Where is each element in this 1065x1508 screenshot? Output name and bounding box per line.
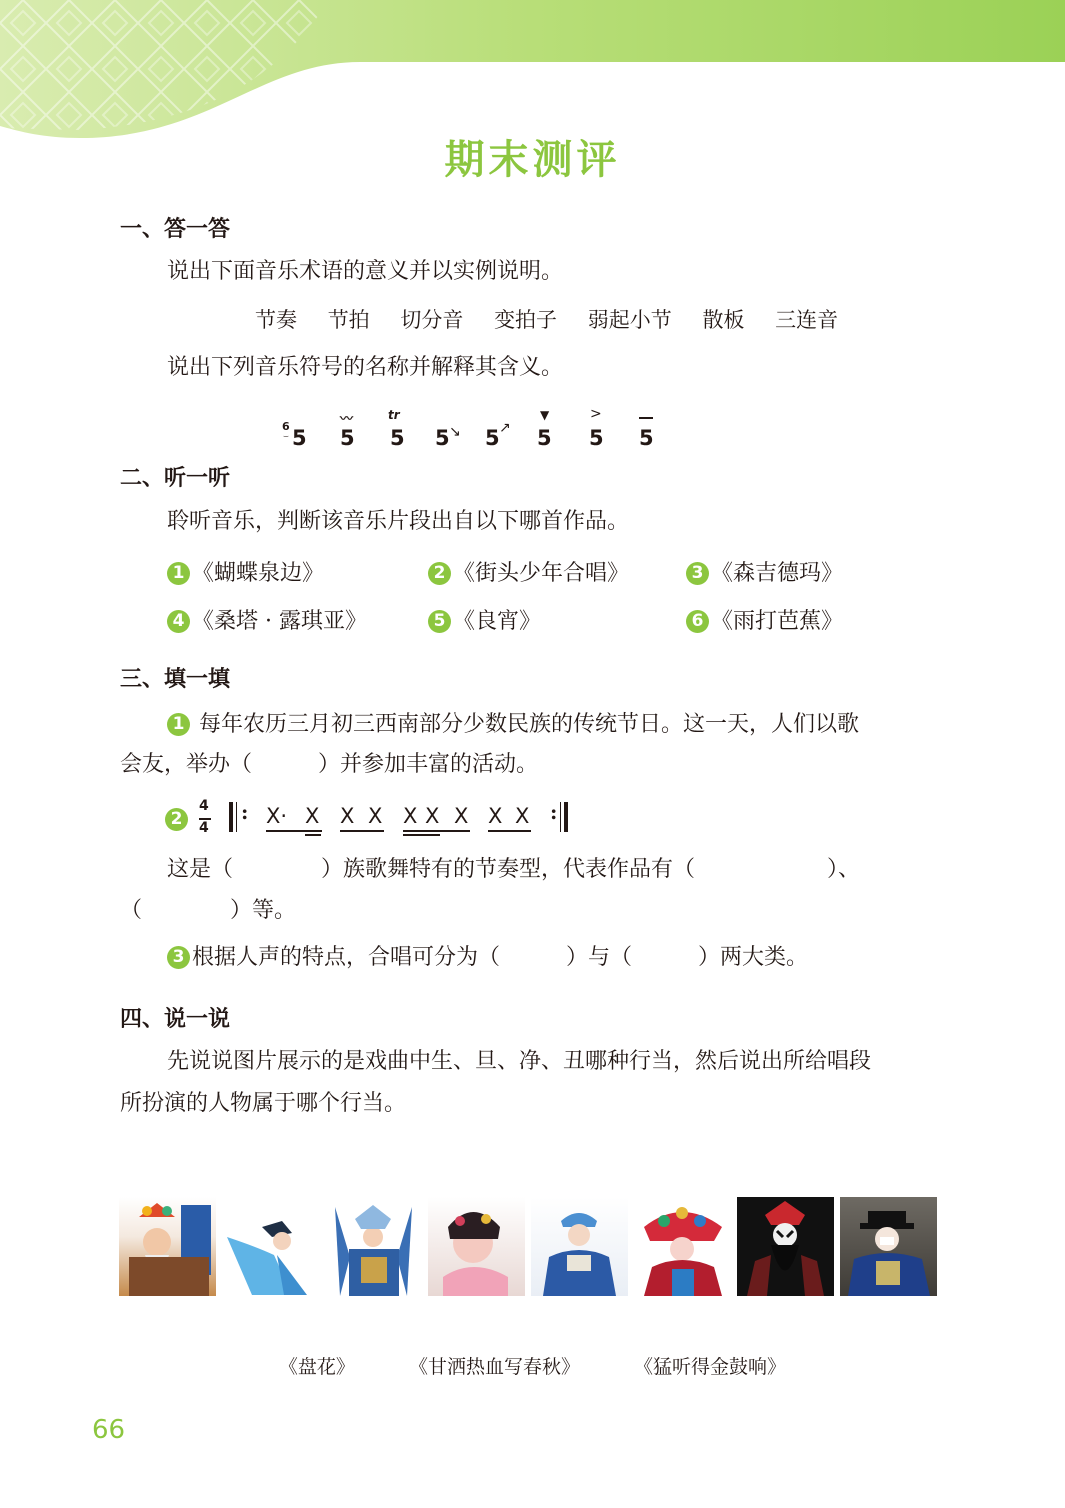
opera-photo (428, 1197, 525, 1296)
section2-intro: 聆听音乐，判断该音乐片段出自以下哪首作品。 (167, 509, 630, 534)
opera-photo (531, 1197, 628, 1296)
number-badge: 2 (428, 562, 451, 585)
number-badge: 6 (686, 610, 709, 633)
symbol-note: 5 (485, 426, 500, 450)
beam-line (305, 834, 321, 836)
opera-photo (325, 1197, 422, 1296)
rhythm-note: X (340, 804, 355, 828)
symbol-note: 5 (390, 426, 405, 450)
option-3 (686, 556, 843, 587)
rhythm-note: X (454, 804, 469, 828)
section1-intro1: 说出下面音乐术语的意义并以实例说明。 (167, 259, 564, 284)
repeat-dots-icon: : (550, 800, 558, 824)
option-1 (167, 556, 324, 587)
option-text: 《森吉德玛》 (711, 561, 844, 586)
q1-line2: 会友，举办（ ）并参加丰富的活动。 (120, 752, 539, 777)
q2-line2: （ ）等。 (120, 898, 297, 923)
symbol-note: 5 (435, 426, 450, 450)
rhythm-note: X· (266, 804, 288, 828)
repeat-start-bar (229, 802, 233, 832)
glide-down-icon: ↘ (449, 424, 461, 440)
section4-line1: 先说说图片展示的是戏曲中生、旦、净、丑哪种行当，然后说出所给唱段 (167, 1049, 872, 1074)
work-title: 《甘洒热血写春秋》 (408, 1356, 580, 1378)
rhythm-note: X (403, 804, 418, 828)
repeat-dots-icon: : (241, 800, 249, 824)
rhythm-note: X (488, 804, 503, 828)
symbol-note: 5 (537, 426, 552, 450)
beam-line (403, 834, 440, 836)
opera-photo-strip (119, 1197, 943, 1296)
work-title: 《盘花》 (278, 1356, 355, 1378)
q1-text: 每年农历三月初三西南部分少数民族的传统节日。这一天，人们以歌 (199, 712, 860, 737)
rhythm-pattern (165, 796, 585, 842)
opera-photo (840, 1197, 937, 1296)
page-title: 期末测评 (444, 137, 621, 183)
term: 变拍子 (494, 308, 558, 332)
time-signature-top: 4 (199, 798, 209, 814)
section4-line2: 所扮演的人物属于哪个行当。 (120, 1091, 407, 1116)
option-text: 《蝴蝶泉边》 (192, 561, 325, 586)
option-text: 《街头少年合唱》 (453, 561, 630, 586)
time-signature-bottom: 4 (199, 820, 209, 836)
term: 弱起小节 (587, 308, 672, 332)
number-badge: 1 (167, 713, 190, 736)
repeat-end-bar (564, 802, 568, 832)
beam-line (340, 830, 384, 832)
option-text: 《良宵》 (453, 609, 542, 634)
tenuto-icon (639, 417, 653, 419)
option-5 (428, 604, 541, 635)
symbol-note: 5 (340, 426, 355, 450)
term: 节奏 (255, 308, 297, 332)
opera-photo (119, 1197, 216, 1296)
option-text: 《雨打芭蕉》 (711, 609, 844, 634)
option-6 (686, 604, 843, 635)
trill-icon: tr (388, 408, 400, 422)
page-number: 66 (92, 1415, 126, 1445)
term: 散板 (702, 308, 745, 332)
opera-works-list (0, 1352, 1065, 1379)
beam-line (488, 830, 531, 832)
section1-intro2: 说出下列音乐符号的名称并解释其含义。 (167, 355, 564, 380)
number-badge: 2 (165, 808, 188, 831)
opera-photo (222, 1197, 319, 1296)
option-2 (428, 556, 629, 587)
number-badge: 3 (686, 562, 709, 585)
section-heading-2: 二、听一听 (120, 466, 231, 491)
rhythm-note: X (305, 804, 320, 828)
work-title: 《猛听得金鼓响》 (634, 1356, 787, 1378)
term: 三连音 (775, 308, 839, 332)
repeat-end-thin (560, 802, 561, 832)
number-badge: 3 (167, 946, 190, 969)
beam-line (266, 830, 322, 832)
mordent-icon: 〰 (340, 412, 354, 427)
beam-line (403, 830, 470, 832)
number-badge: 1 (167, 562, 190, 585)
repeat-start-thin (236, 802, 237, 832)
symbol-note: 5 (292, 426, 307, 450)
accent-icon: > (590, 406, 602, 422)
symbol-note: 5 (639, 426, 654, 450)
symbol-note: 5 (589, 426, 604, 450)
option-text: 《桑塔 · 露琪亚》 (192, 609, 367, 634)
rhythm-note: X (368, 804, 383, 828)
music-symbols (282, 408, 662, 453)
q1-line1 (167, 705, 859, 745)
staccato-icon: ▼ (540, 408, 550, 422)
grace-note: 6 (282, 420, 290, 433)
rhythm-note: X (425, 804, 440, 828)
rhythm-note: X (515, 804, 530, 828)
music-terms (255, 304, 862, 334)
q3-text: 根据人声的特点，合唱可分为（ ）与（ ）两大类。 (192, 945, 809, 970)
header-decoration (0, 0, 1065, 145)
grace-slur-icon: ⌣ (283, 432, 289, 442)
opera-photo (634, 1197, 731, 1296)
number-badge: 4 (167, 610, 190, 633)
section-heading-4: 四、说一说 (120, 1007, 231, 1032)
glide-up-icon: ↗ (499, 420, 511, 436)
term: 节拍 (327, 308, 370, 332)
q3-line (167, 938, 808, 978)
opera-photo (737, 1197, 834, 1296)
section-heading-1: 一、答一答 (120, 217, 231, 242)
number-badge: 5 (428, 610, 451, 633)
section-heading-3: 三、填一填 (120, 667, 231, 692)
term: 切分音 (400, 308, 464, 332)
option-4 (167, 604, 367, 635)
q2-line1: 这是（ ）族歌舞特有的节奏型，代表作品有（ ）、 (167, 857, 861, 882)
